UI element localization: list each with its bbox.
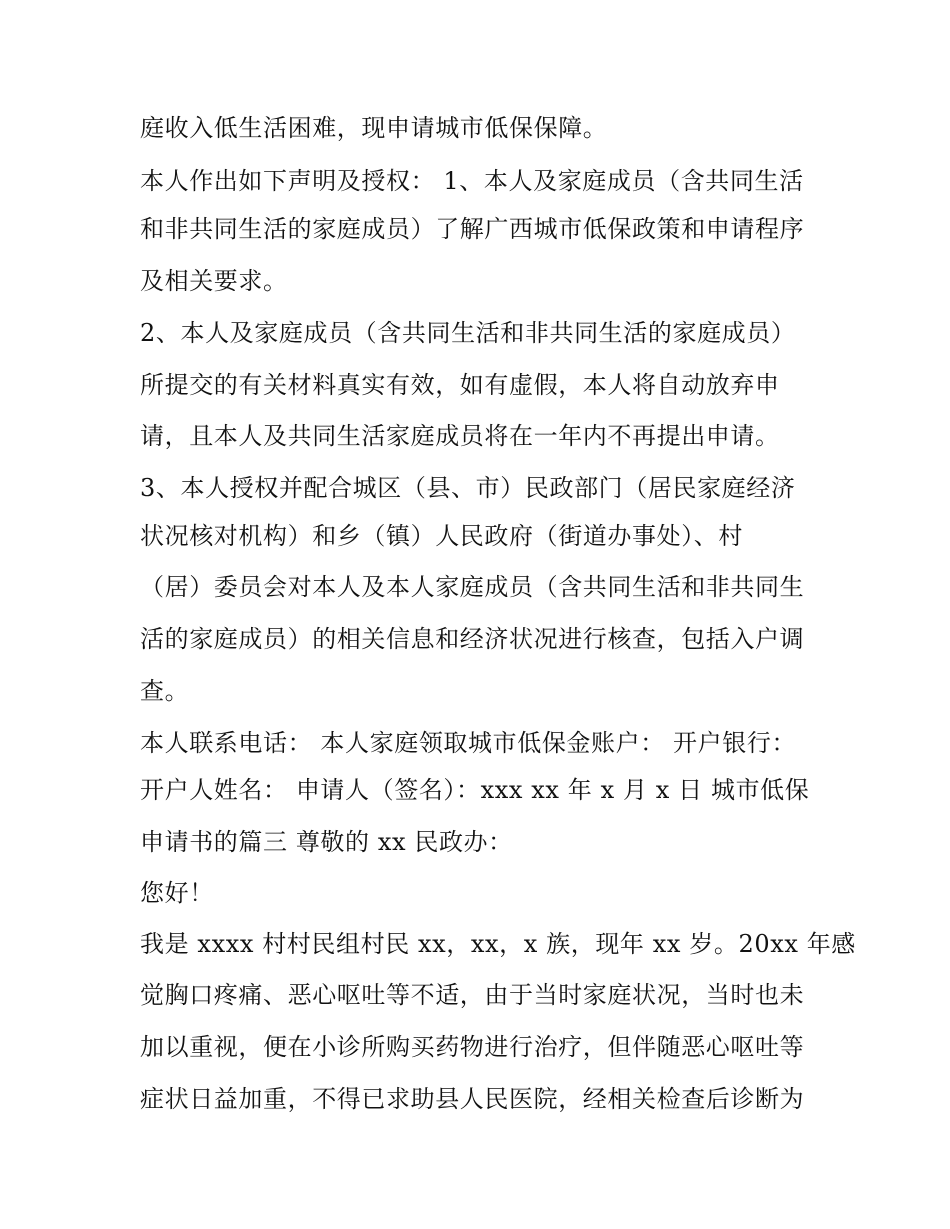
text-line: 您好！ bbox=[140, 879, 214, 907]
text-line: 2、本人及家庭成员（含共同生活和非共同生活的家庭成员） bbox=[140, 319, 796, 347]
text-line: 及相关要求。 bbox=[140, 267, 288, 295]
text-line: 申请书的篇三 尊敬的 xx 民政办： bbox=[140, 828, 513, 856]
text-line: 开户人姓名： 申请人（签名）：xxx xx 年 x 月 x 日 城市低保 bbox=[140, 776, 810, 804]
text-line: 和非共同生活的家庭成员）了解广西城市低保政策和申请程序 bbox=[140, 215, 805, 243]
text-line: 状况核对机构）和乡（镇）人民政府（街道办事处）、村 bbox=[140, 522, 743, 550]
text-line: 所提交的有关材料真实有效，如有虚假，本人将自动放弃申 bbox=[140, 371, 780, 399]
text-line: 症状日益加重，不得已求助县人民医院，经相关检查后诊断为 bbox=[140, 1085, 805, 1113]
text-line: 我是 xxxx 村村民组村民 xx，xx，x 族，现年 xx 岁。20xx 年感 bbox=[140, 930, 856, 958]
text-line: 庭收入低生活困难，现申请城市低保保障。 bbox=[140, 114, 608, 142]
text-line: 活的家庭成员）的相关信息和经济状况进行核查，包括入户调 bbox=[140, 625, 805, 653]
text-line: （居）委员会对本人及本人家庭成员（含共同生活和非共同生 bbox=[140, 573, 805, 601]
text-line: 觉胸口疼痛、恶心呕吐等不适，由于当时家庭状况，当时也未 bbox=[140, 981, 805, 1009]
text-line: 查。 bbox=[140, 677, 190, 705]
text-line: 请，且本人及共同生活家庭成员将在一年内不再提出申请。 bbox=[140, 422, 780, 450]
text-line: 本人作出如下声明及授权： 1、本人及家庭成员（含共同生活 bbox=[140, 167, 804, 195]
text-line: 加以重视，便在小诊所购买药物进行治疗，但伴随恶心呕吐等 bbox=[140, 1033, 805, 1061]
text-line: 3、本人授权并配合城区（县、市）民政部门（居民家庭经济 bbox=[140, 474, 796, 502]
text-line: 本人联系电话： 本人家庭领取城市低保金账户： 开户银行： bbox=[140, 729, 797, 757]
